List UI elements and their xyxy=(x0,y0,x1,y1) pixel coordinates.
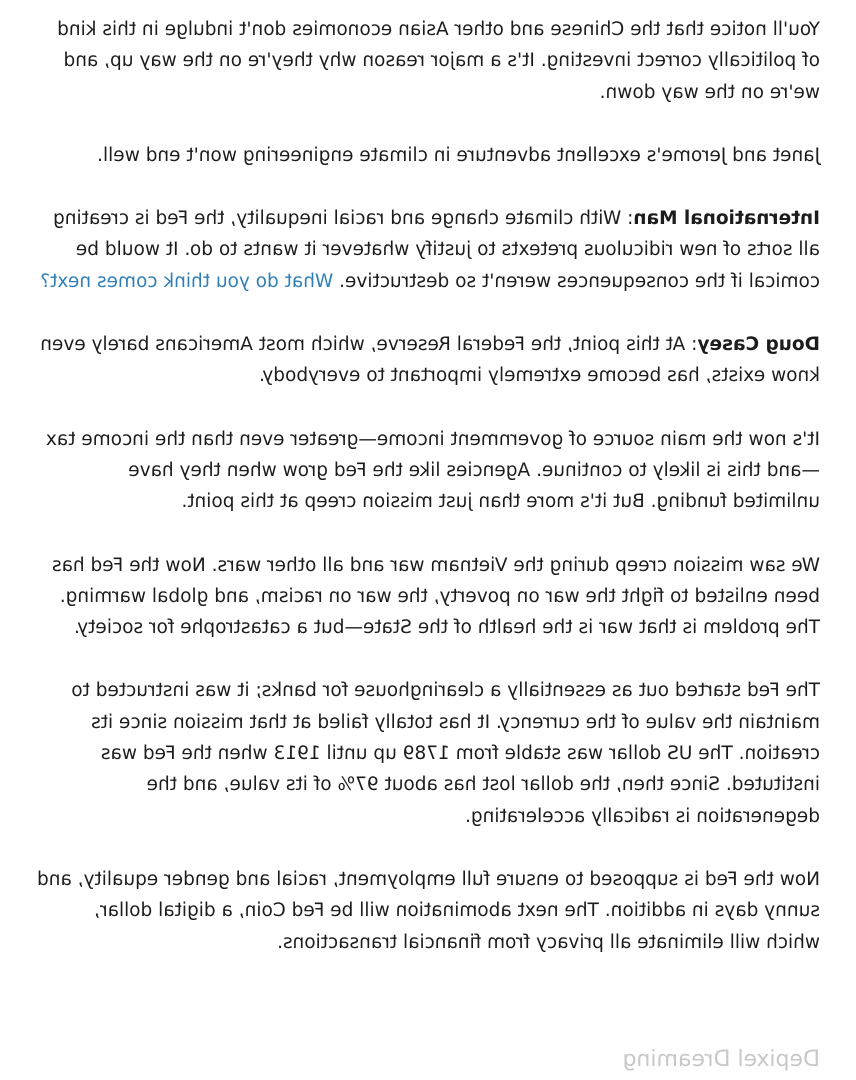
paragraph-4 xyxy=(36,329,820,392)
paragraph-7: The Fed started out as essentially a clearinghouse for banks; it was instructed to maintain the value of the currency. It has totally failed at that mission since its creation. The US dollar was stable from 1789 up until 1913 when the Fed was instituted. Since then, the dollar lost has about 97% of its value, and the degeneration is radically accelerating. xyxy=(71,680,820,827)
watermark: Depixel Dreaming xyxy=(622,1047,820,1072)
paragraph-3 xyxy=(36,203,820,297)
paragraph-1: You'll notice that the Chinese and other Asian economies don't indulge in this kind of politically correct investing. It's a major reason why they're on the way up, and we're on the way down. xyxy=(57,19,820,103)
paragraph-8: Now the Fed is supposed to ensure full employment, racial and gender equality, and sunny days in addition. The next abomination will be Fed Coin, a digital dollar, which will eliminate all privacy from financial transactions. xyxy=(37,868,820,953)
paragraph-3-text: : With climate change and racial inequality, the Fed is creating all sorts of new ridiculous pretexts to justify whatever it wants to do. It would be comical if the consequences weren't so destructive. xyxy=(53,208,820,292)
what-comes-next-link[interactable]: What do you think comes next? xyxy=(40,270,334,292)
speaker-doug-casey: Doug Casey xyxy=(697,334,820,356)
speaker-international-man: International Man xyxy=(633,208,820,230)
article-body xyxy=(36,14,820,990)
paragraph-4-text: : At this point, the Federal Reserve, which most Americans barely even know exists, has become extremely important to everybody. xyxy=(40,334,820,387)
paragraph-6: We saw mission creep during the Vietnam war and all other wars. Now the Fed has been enlisted to fight the war on poverty, the war on racism, and global warming. The problem is that war is the health of the State—but a catastrophe for society. xyxy=(51,554,820,639)
paragraph-2: Janet and Jerome's excellent adventure in climate engineering won't end well. xyxy=(97,144,820,166)
paragraph-5: It's now the main source of government income—greater even than the income tax—and this is likely to continue. Agencies like the Fed grow when they have unlimited funding. But it's more than just mission creep at this point. xyxy=(45,428,820,513)
